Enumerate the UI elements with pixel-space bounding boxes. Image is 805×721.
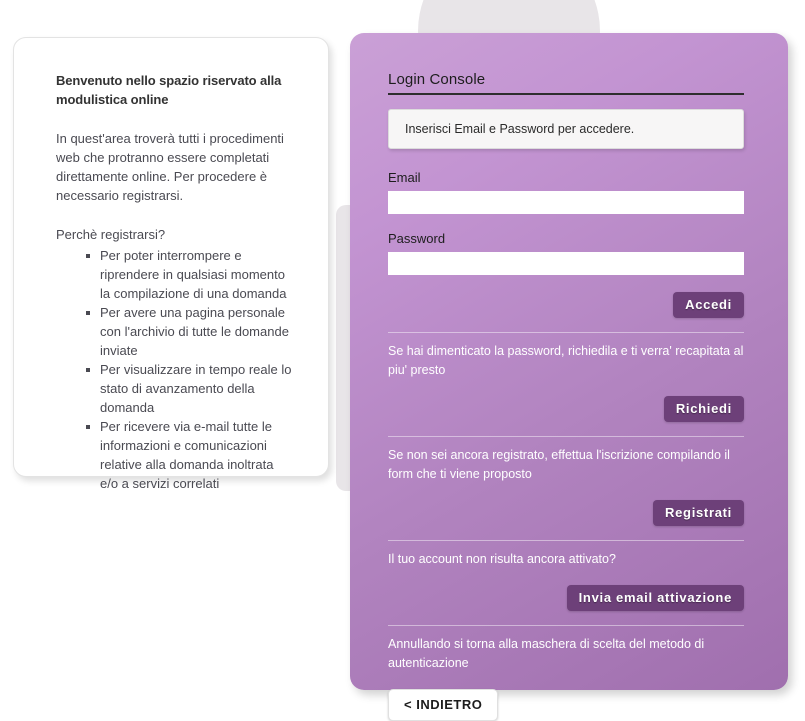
divider-forgot-password [388,332,744,333]
welcome-paragraph: In quest'area troverà tutti i procedimenti web che protranno essere completati direttamente online. Per procedere è necessario registrarsi. [56,131,284,203]
accedi-button[interactable]: Accedi [673,292,744,318]
welcome-title: Benvenuto nello spazio riservato alla modulistica online [56,73,282,107]
activation-text: Il tuo account non risulta ancora attivato? [388,552,616,566]
login-console-title: Login Console [388,71,744,95]
password-input[interactable] [388,252,744,275]
login-console-panel [350,33,788,712]
login-console-body [350,33,788,721]
cancel-text: Annullando si torna alla maschera di scelta del metodo di autenticazione [388,637,705,670]
indietro-button[interactable]: < INDIETRO [388,689,498,721]
welcome-subheading: Perchè registrarsi? [56,227,166,242]
richiedi-button-row [388,396,744,422]
list-item: Per ricevere via e-mail tutte le informazioni e comunicazioni relative alla domanda inoltrata e/o a servizi correlati [86,417,292,493]
list-item: Per avere una pagina personale con l'archivio di tutte le domande inviate [86,303,292,360]
register-text: Se non sei ancora registrato, effettua l'iscrizione compilando il form che ti viene proposto [388,448,730,481]
email-label: Email [388,170,421,185]
indietro-button-row [388,689,744,721]
invia-email-attivazione-button[interactable]: Invia email attivazione [567,585,744,611]
email-input[interactable] [388,191,744,214]
registrati-button[interactable]: Registrati [653,500,744,526]
welcome-info-card [13,37,329,491]
divider-cancel [388,625,744,626]
invia-email-attivazione-button-row [388,585,744,611]
richiedi-button[interactable]: Richiedi [664,396,744,422]
forgot-password-text: Se hai dimenticato la password, richiedila e ti verra' recapitata al piu' presto [388,344,744,377]
password-label: Password [388,231,446,246]
divider-activation [388,540,744,541]
registrati-button-row [388,500,744,526]
divider-register [388,436,744,437]
list-item: Per poter interrompere e riprendere in qualsiasi momento la compilazione di una domanda [86,246,292,303]
benefits-list [56,246,292,493]
list-item: Per visualizzare in tempo reale lo stato di avanzamento della domanda [86,360,292,417]
welcome-info-card-body [14,38,328,513]
login-instruction-banner: Inserisci Email e Password per accedere. [388,109,744,149]
accedi-button-row [388,292,744,318]
